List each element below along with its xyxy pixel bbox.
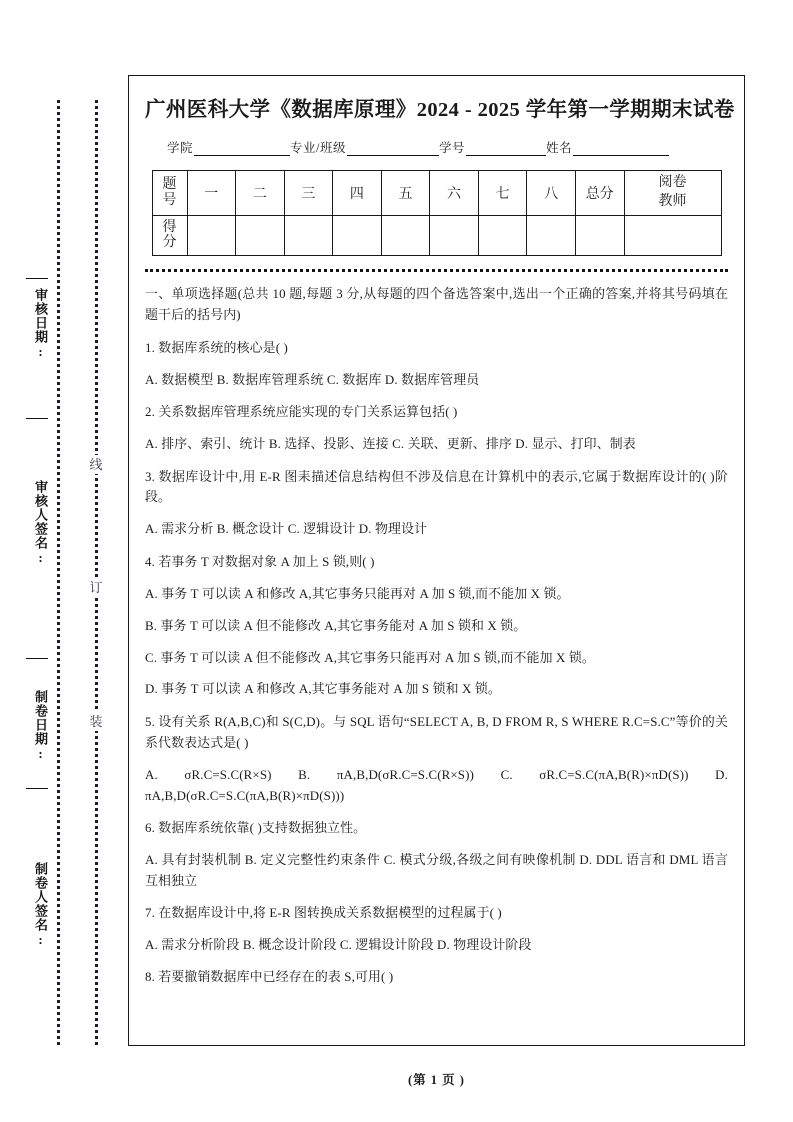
- score-cell-4[interactable]: [333, 215, 382, 255]
- question-7: [145, 903, 728, 956]
- question-4-option-d: D. 事务 T 可以读 A 和修改 A,其它事务能对 A 加 S 锁和 X 锁。: [145, 682, 501, 697]
- field-college-label: 学院: [167, 141, 194, 155]
- score-cell-6[interactable]: [430, 215, 479, 255]
- col-total: 总分: [575, 171, 624, 216]
- col-7: 七: [478, 171, 527, 216]
- seal-label-produce-date: 制卷日期:: [33, 690, 48, 762]
- seal-label-producer-signature: 制卷人签名:: [33, 862, 48, 948]
- row-label-question-no: [152, 171, 187, 216]
- question-1: [145, 338, 728, 391]
- score-cell-3[interactable]: [284, 215, 333, 255]
- question-8: [145, 967, 728, 988]
- question-4-option-a: A. 事务 T 可以读 A 和修改 A,其它事务只能再对 A 加 S 锁,而不能加 X 锁。: [145, 586, 570, 601]
- question-6-stem: 6. 数据库系统依靠( )支持数据独立性。: [145, 820, 367, 835]
- question-7-stem: 7. 在数据库设计中,将 E-R 图转换成关系数据模型的过程属于( ): [145, 906, 502, 921]
- field-name: [546, 138, 669, 156]
- seal-label-reviewer-signature: 审核人签名:: [33, 480, 48, 566]
- exam-paper-frame: [128, 75, 745, 1046]
- table-row-scores: [152, 215, 721, 255]
- question-6-options: A. 具有封装机制 B. 定义完整性约束条件 C. 模式分级,各级之间有映像机制 D. DDL 语言和 DML 语言互相独立: [145, 852, 728, 888]
- student-info-row: [167, 138, 728, 156]
- field-student-id-input[interactable]: [466, 142, 546, 156]
- col-8: 八: [527, 171, 576, 216]
- field-college-input[interactable]: [194, 142, 290, 156]
- score-cell-5[interactable]: [381, 215, 430, 255]
- section-divider: [145, 269, 728, 272]
- table-row-question-numbers: [152, 171, 721, 216]
- field-name-label: 姓名: [546, 141, 573, 155]
- question-4: [145, 552, 728, 701]
- section-heading: 一、单项选择题(总共 10 题,每题 3 分,从每题的四个备选答案中,选出一个正确的答案,并将其号码填在题干后的括号内): [145, 287, 728, 323]
- row-label-score: [152, 215, 187, 255]
- score-table: [152, 170, 722, 256]
- col-2: 二: [236, 171, 285, 216]
- question-2-options: A. 排序、索引、统计 B. 选择、投影、连接 C. 关联、更新、排序 D. 显示、打印、制表: [145, 437, 636, 452]
- question-4-option-c: C. 事务 T 可以读 A 但不能修改 A,其它事务只能再对 A 加 S 锁,而不能加 X 锁。: [145, 650, 595, 665]
- question-5-stem: 5. 设有关系 R(A,B,C)和 S(C,D)。与 SQL 语句“SELECT A, B, D FROM R, S WHERE R.C=S.C”等价的关系代数表达式是( ): [145, 714, 728, 750]
- score-cell-1[interactable]: [187, 215, 236, 255]
- page-footer: (第 1 页 ): [408, 1073, 465, 1087]
- question-3-options: A. 需求分析 B. 概念设计 C. 逻辑设计 D. 物理设计: [145, 522, 428, 537]
- col-3: 三: [284, 171, 333, 216]
- seal-char-bind: 订: [86, 578, 106, 597]
- row-label-score-char2: 分: [162, 235, 177, 251]
- question-1-stem: 1. 数据库系统的核心是( ): [145, 340, 288, 355]
- field-student-id: [439, 138, 546, 156]
- question-4-option-b: B. 事务 T 可以读 A 但不能修改 A,其它事务能对 A 加 S 锁和 X 锁。: [145, 618, 527, 633]
- question-2-stem: 2. 关系数据库管理系统应能实现的专门关系运算包括( ): [145, 405, 458, 420]
- seal-divider-1: [26, 278, 48, 279]
- question-1-options: A. 数据模型 B. 数据库管理系统 C. 数据库 D. 数据库管理员: [145, 372, 480, 387]
- question-2: [145, 402, 728, 455]
- question-7-options: A. 需求分析阶段 B. 概念设计阶段 C. 逻辑设计阶段 D. 物理设计阶段: [145, 938, 532, 953]
- question-3: [145, 467, 728, 541]
- question-4-stem: 4. 若事务 T 对数据对象 A 加上 S 锁,则( ): [145, 554, 375, 569]
- col-grading-teacher: [624, 171, 721, 216]
- field-major-class-label: 专业/班级: [290, 141, 346, 155]
- field-college: [167, 138, 290, 156]
- seal-label-review-date: 审核日期:: [33, 288, 48, 360]
- score-cell-7[interactable]: [478, 215, 527, 255]
- col-4: 四: [333, 171, 382, 216]
- grading-teacher-line2: 教师: [658, 193, 687, 209]
- seal-dotted-line-outer: [57, 100, 60, 1045]
- score-cell-2[interactable]: [236, 215, 285, 255]
- col-1: 一: [187, 171, 236, 216]
- row-label-question-no-char2: 号: [162, 192, 177, 208]
- question-8-stem: 8. 若要撤销数据库中已经存在的表 S,可用( ): [145, 970, 394, 985]
- field-name-input[interactable]: [573, 142, 669, 156]
- score-cell-8[interactable]: [527, 215, 576, 255]
- seal-divider-2: [26, 418, 48, 419]
- score-cell-teacher[interactable]: [624, 215, 721, 255]
- question-5-options: A. σR.C=S.C(R×S) B. πA,B,D(σR.C=S.C(R×S)) C. σR.C=S.C(πA,B(R)×πD(S)) D. πA,B,D(σR.C=S.C(πA,B(R)×πD(S))): [145, 767, 728, 803]
- seal-dotted-line-inner: [95, 100, 98, 1045]
- field-student-id-label: 学号: [439, 141, 466, 155]
- score-cell-total[interactable]: [575, 215, 624, 255]
- question-6: [145, 818, 728, 892]
- seal-divider-3: [26, 658, 48, 659]
- question-5: [145, 712, 728, 807]
- question-list: [145, 284, 728, 988]
- page-title: 广州医科大学《数据库原理》2024 - 2025 学年第一学期期末试卷: [145, 99, 735, 121]
- row-label-question-no-char1: 题: [162, 177, 177, 193]
- row-label-score-char1: 得: [162, 219, 177, 235]
- seal-divider-4: [26, 788, 48, 789]
- seal-char-line: 线: [86, 455, 106, 474]
- seal-char-pack: 装: [86, 712, 106, 731]
- seal-line-margin: [0, 0, 128, 1122]
- grading-teacher-line1: 阅卷: [658, 175, 687, 190]
- field-major-class: [290, 138, 439, 156]
- question-3-stem: 3. 数据库设计中,用 E-R 图耒描述信息结构但不涉及信息在计算机中的表示,它属于数据库设计的( )阶段。: [145, 469, 728, 505]
- col-6: 六: [430, 171, 479, 216]
- field-major-class-input[interactable]: [347, 142, 439, 156]
- col-5: 五: [381, 171, 430, 216]
